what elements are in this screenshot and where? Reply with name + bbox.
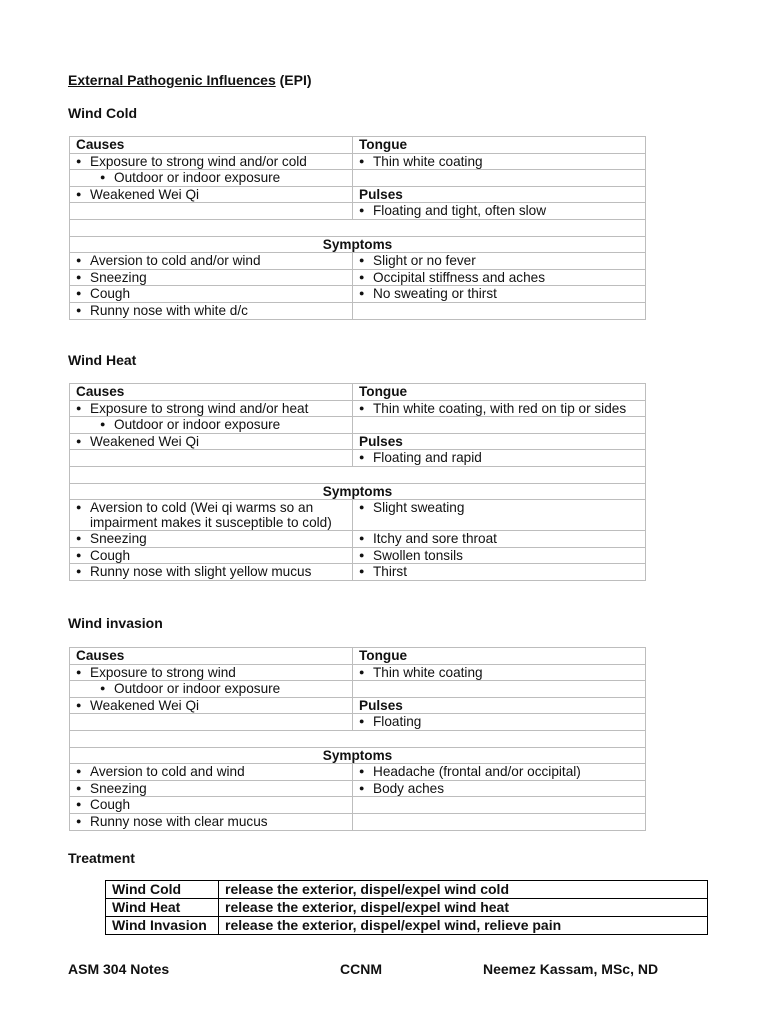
cause-subitem: ● Outdoor or indoor exposure [70, 681, 353, 698]
bullet-icon: ● [76, 502, 82, 513]
bullet-icon: ● [359, 766, 365, 777]
pulses-header: Pulses [353, 433, 646, 450]
bullet-icon: ● [359, 255, 365, 266]
symptoms-header: Symptoms [70, 236, 646, 253]
cause-item: ● Exposure to strong wind and/or cold [70, 153, 353, 170]
bullet-icon: ● [76, 699, 82, 710]
empty-cell [353, 302, 646, 319]
wind-invasion-table [69, 647, 646, 831]
symptom-item: ● Sneezing [70, 531, 353, 548]
bullet-icon: ● [100, 419, 106, 430]
cause-item: ● Weakened Wei Qi [70, 186, 353, 203]
bullet-icon: ● [76, 815, 82, 826]
pulse-item: ● Floating [353, 714, 646, 731]
bullet-icon: ● [76, 566, 82, 577]
wind-cold-table [69, 136, 646, 320]
tongue-header: Tongue [353, 648, 646, 665]
tongue-item: ● Thin white coating, with red on tip or sides [353, 400, 646, 417]
empty-cell [353, 170, 646, 187]
bullet-icon: ● [76, 288, 82, 299]
bullet-icon: ● [76, 188, 82, 199]
bullet-icon: ● [76, 666, 82, 677]
spacer-row [70, 466, 646, 483]
pulse-item: ● Floating and tight, often slow [353, 203, 646, 220]
treatment-action: release the exterior, dispel/expel wind, relieve pain [219, 917, 708, 935]
symptom-item: ● Headache (frontal and/or occipital) [353, 764, 646, 781]
section-title-treatment: Treatment [68, 850, 135, 866]
bullet-icon: ● [76, 533, 82, 544]
cause-subitem: ● Outdoor or indoor exposure [70, 170, 353, 187]
bullet-icon: ● [76, 782, 82, 793]
symptom-item: ● Swollen tonsils [353, 547, 646, 564]
symptom-item: ● Sneezing [70, 269, 353, 286]
bullet-icon: ● [359, 155, 365, 166]
bullet-icon: ● [76, 549, 82, 560]
footer-course: ASM 304 Notes [68, 961, 170, 977]
tongue-item: ● Thin white coating [353, 153, 646, 170]
symptom-item: ● Runny nose with slight yellow mucus [70, 564, 353, 581]
symptom-item: ● Cough [70, 797, 353, 814]
spacer-row [70, 730, 646, 747]
bullet-icon: ● [76, 766, 82, 777]
bullet-icon: ● [359, 566, 365, 577]
symptoms-header: Symptoms [70, 747, 646, 764]
empty-cell [353, 681, 646, 698]
empty-cell [353, 797, 646, 814]
treatment-action: release the exterior, dispel/expel wind cold [219, 881, 708, 899]
treatment-pattern: Wind Cold [106, 881, 219, 899]
symptom-item: ● Slight sweating [353, 500, 646, 531]
symptom-item: ● Aversion to cold (Wei qi warms so an impairment makes it susceptible to cold) [70, 500, 353, 531]
cause-item: ● Exposure to strong wind and/or heat [70, 400, 353, 417]
symptom-item: ● Cough [70, 547, 353, 564]
treatment-pattern: Wind Invasion [106, 917, 219, 935]
bullet-icon: ● [359, 549, 365, 560]
bullet-icon: ● [76, 255, 82, 266]
bullet-icon: ● [359, 288, 365, 299]
bullet-icon: ● [76, 271, 82, 282]
tongue-item: ● Thin white coating [353, 664, 646, 681]
tongue-header: Tongue [353, 137, 646, 154]
symptom-item: ● Aversion to cold and wind [70, 764, 353, 781]
bullet-icon: ● [359, 533, 365, 544]
symptom-item: ● Runny nose with white d/c [70, 302, 353, 319]
cause-item: ● Exposure to strong wind [70, 664, 353, 681]
bullet-icon: ● [76, 402, 82, 413]
bullet-icon: ● [359, 502, 365, 513]
bullet-icon: ● [76, 799, 82, 810]
bullet-icon: ● [359, 716, 365, 727]
empty-cell [353, 417, 646, 434]
section-title-wind-heat: Wind Heat [68, 352, 137, 368]
bullet-icon: ● [76, 155, 82, 166]
bullet-icon: ● [359, 666, 365, 677]
treatment-action: release the exterior, dispel/expel wind heat [219, 899, 708, 917]
empty-cell [353, 813, 646, 830]
bullet-icon: ● [100, 683, 106, 694]
treatment-table [105, 880, 708, 935]
tongue-header: Tongue [353, 384, 646, 401]
bullet-icon: ● [359, 205, 365, 216]
empty-cell [70, 450, 353, 467]
symptom-item: ● Occipital stiffness and aches [353, 269, 646, 286]
section-title-wind-cold: Wind Cold [68, 105, 138, 121]
symptom-item: ● Runny nose with clear mucus [70, 813, 353, 830]
cause-item: ● Weakened Wei Qi [70, 433, 353, 450]
wind-heat-table [69, 383, 646, 581]
empty-cell [70, 203, 353, 220]
footer-author: Neemez Kassam, MSc, ND [483, 961, 659, 977]
symptoms-header: Symptoms [70, 483, 646, 500]
bullet-icon: ● [359, 402, 365, 413]
symptom-item: ● Body aches [353, 780, 646, 797]
bullet-icon: ● [76, 435, 82, 446]
symptom-item: ● Itchy and sore throat [353, 531, 646, 548]
bullet-icon: ● [359, 452, 365, 463]
bullet-icon: ● [100, 172, 106, 183]
cause-item: ● Weakened Wei Qi [70, 697, 353, 714]
causes-header: Causes [70, 648, 353, 665]
causes-header: Causes [70, 137, 353, 154]
symptom-item: ● Cough [70, 286, 353, 303]
document-title: External Pathogenic Influences (EPI) [68, 72, 312, 88]
treatment-pattern: Wind Heat [106, 899, 219, 917]
symptom-item: ● Slight or no fever [353, 253, 646, 270]
pulses-header: Pulses [353, 186, 646, 203]
symptom-item: ● Aversion to cold and/or wind [70, 253, 353, 270]
spacer-row [70, 219, 646, 236]
cause-subitem: ● Outdoor or indoor exposure [70, 417, 353, 434]
bullet-icon: ● [359, 271, 365, 282]
section-title-wind-invasion: Wind invasion [68, 615, 163, 631]
bullet-icon: ● [76, 304, 82, 315]
footer-school: CCNM [340, 961, 382, 977]
causes-header: Causes [70, 384, 353, 401]
symptom-item: ● No sweating or thirst [353, 286, 646, 303]
pulses-header: Pulses [353, 697, 646, 714]
bullet-icon: ● [359, 782, 365, 793]
empty-cell [70, 714, 353, 731]
pulse-item: ● Floating and rapid [353, 450, 646, 467]
symptom-item: ● Thirst [353, 564, 646, 581]
symptom-item: ● Sneezing [70, 780, 353, 797]
